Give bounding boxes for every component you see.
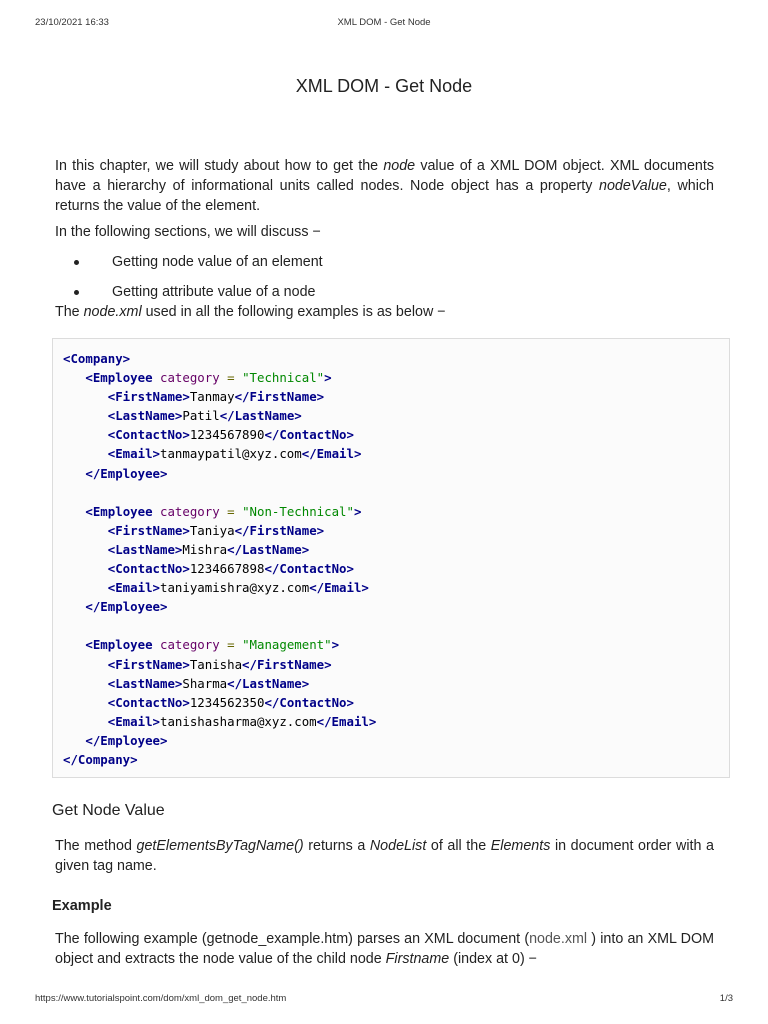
text-run: , which returns the value of the element. [55, 178, 714, 214]
code-token: Tanisha [189, 656, 243, 672]
code-token: <Employee [85, 503, 153, 519]
page-number: 1/3 [719, 993, 733, 1004]
topics-list [55, 252, 714, 302]
code-token: <FirstName> [107, 656, 190, 672]
code-token: <Employee [85, 370, 153, 386]
code-line [63, 540, 376, 559]
code-token [63, 580, 108, 595]
code-token [63, 637, 85, 652]
code-token: 1234567890 [189, 427, 265, 443]
text-run: The [55, 304, 84, 320]
code-token [63, 389, 108, 404]
code-token: </LastName> [227, 541, 310, 557]
code-token [63, 504, 85, 519]
code-token: <LastName> [107, 675, 183, 691]
code-line [63, 693, 376, 712]
code-token: </LastName> [227, 675, 310, 691]
code-token: = [219, 370, 243, 386]
code-token: <LastName> [107, 541, 183, 557]
code-token: </Employee> [85, 599, 168, 615]
code-token: Tanmay [189, 389, 235, 405]
code-line [63, 464, 376, 483]
list-item-text: Getting node value of an element [112, 254, 323, 270]
code-token: <Employee [85, 637, 153, 653]
code-token: > [324, 370, 332, 386]
code-token: category [152, 503, 220, 519]
italic-term: getElementsByTagName() [136, 838, 304, 854]
italic-term: NodeList [369, 838, 427, 854]
example-heading: Example [52, 898, 112, 914]
code-line [63, 674, 376, 693]
get-node-value-paragraph [55, 836, 714, 876]
code-token: category [152, 370, 220, 386]
text-run: The method [55, 838, 137, 854]
code-token: taniyamishra@xyz.com [159, 580, 310, 596]
text-run: In this chapter, we will study about how to get the [55, 158, 384, 174]
intro-paragraph [55, 156, 714, 216]
text-run: The following example (getnode_example.htm) parses an XML document ( [55, 931, 530, 947]
code-token: Sharma [182, 675, 228, 691]
code-token [63, 599, 85, 614]
code-token [63, 427, 108, 442]
code-token [63, 542, 108, 557]
list-item-text: Getting attribute value of a node [112, 284, 316, 300]
code-line [63, 597, 376, 616]
code-token: </Employee> [85, 465, 168, 481]
node-xml-intro [55, 302, 714, 322]
code-token: tanmaypatil@xyz.com [159, 446, 302, 462]
code-token [63, 676, 108, 691]
code-token: Patil [182, 408, 220, 424]
code-token: </Employee> [85, 732, 168, 748]
code-line [63, 750, 376, 769]
code-token: = [219, 637, 243, 653]
code-token: </ContactNo> [264, 427, 354, 443]
example-paragraph [55, 929, 714, 969]
print-header [35, 17, 733, 31]
code-token: = [219, 503, 243, 519]
code-token: </ContactNo> [264, 561, 354, 577]
code-token: <ContactNo> [107, 694, 190, 710]
code-block [52, 338, 730, 778]
code-token: "Technical" [242, 370, 325, 386]
code-line [63, 712, 376, 731]
italic-term: Elements [490, 838, 551, 854]
code-token [63, 523, 108, 538]
text-run: value of a XML DOM object. XML documents have a hierarchy of informational units called nodes. Node object has a property [55, 158, 714, 194]
code-token: </LastName> [219, 408, 302, 424]
print-header-title: XML DOM - Get Node [337, 17, 431, 28]
code-token [63, 657, 108, 672]
code-line [63, 406, 376, 425]
code-line [63, 349, 376, 368]
code-content [63, 349, 376, 769]
print-datetime: 23/10/2021 16:33 [35, 17, 109, 28]
code-token: Mishra [182, 541, 228, 557]
code-token [63, 733, 85, 748]
code-line [63, 387, 376, 406]
code-token [63, 370, 85, 385]
code-token [63, 695, 108, 710]
code-token: <Email> [107, 713, 160, 729]
list-item [55, 282, 714, 302]
code-token: "Management" [242, 637, 332, 653]
code-line [63, 635, 376, 654]
code-line [63, 502, 376, 521]
code-line [63, 731, 376, 750]
code-token: <LastName> [107, 408, 183, 424]
node-xml-link[interactable]: node.xml [529, 931, 588, 947]
code-line [63, 521, 376, 540]
code-token: tanishasharma@xyz.com [159, 713, 317, 729]
code-token: > [353, 503, 362, 519]
text-run: ) into an XML DOM object and extracts the node value of the child node [55, 931, 714, 967]
code-token: </Email> [309, 580, 369, 596]
italic-term: Firstname [385, 951, 450, 967]
code-token: </FirstName> [234, 522, 325, 538]
italic-term: node.xml [83, 304, 142, 320]
text-run: (index at 0) − [449, 951, 538, 967]
code-token: </FirstName> [242, 656, 332, 672]
text-run: used in all the following examples is as below − [141, 304, 446, 320]
list-item [55, 252, 714, 272]
italic-term: node [383, 158, 416, 174]
print-url: https://www.tutorialspoint.com/dom/xml_dom_get_node.htm [35, 993, 287, 1004]
code-token: > [331, 637, 340, 653]
code-token: <FirstName> [107, 522, 190, 538]
code-token: 1234562350 [189, 694, 265, 710]
code-token: <Email> [107, 580, 160, 596]
text-run: in document order with a given tag name. [55, 838, 714, 874]
code-line [63, 368, 376, 387]
italic-term: nodeValue [599, 178, 667, 194]
code-token: </FirstName> [234, 389, 325, 405]
code-token: </Email> [301, 446, 362, 462]
code-token [63, 561, 108, 576]
page-title: XML DOM - Get Node [295, 76, 473, 96]
code-token: 1234667898 [189, 561, 265, 577]
code-token: <ContactNo> [107, 561, 190, 577]
code-token: </Company> [63, 751, 138, 767]
get-node-value-section [55, 836, 714, 876]
code-line [63, 559, 376, 578]
code-token: <Company> [63, 351, 131, 366]
bullet-icon [74, 290, 79, 295]
code-line [63, 616, 376, 635]
text-run: returns a [303, 838, 370, 854]
code-token: Taniya [189, 522, 235, 538]
code-line [63, 444, 376, 463]
code-token: <Email> [107, 446, 160, 462]
code-token: category [152, 637, 220, 653]
code-token [63, 466, 85, 481]
code-line [63, 578, 376, 597]
text-run: of all the [426, 838, 491, 854]
intro-section [55, 156, 714, 322]
code-token: <ContactNo> [107, 427, 190, 443]
sections-intro-paragraph: In the following sections, we will discuss − [55, 224, 321, 240]
section-heading-get-node-value: Get Node Value [52, 802, 165, 819]
bullet-icon [74, 260, 79, 265]
code-token: "Non-Technical" [242, 503, 354, 519]
code-line [63, 425, 376, 444]
code-token [63, 714, 108, 729]
code-token: </ContactNo> [264, 694, 354, 710]
code-token: <FirstName> [107, 389, 190, 405]
print-footer [35, 993, 733, 1007]
code-token: </Email> [316, 713, 377, 729]
code-line [63, 483, 376, 502]
code-line [63, 655, 376, 674]
code-token [63, 408, 108, 423]
code-token [63, 446, 108, 461]
example-section [55, 929, 714, 969]
